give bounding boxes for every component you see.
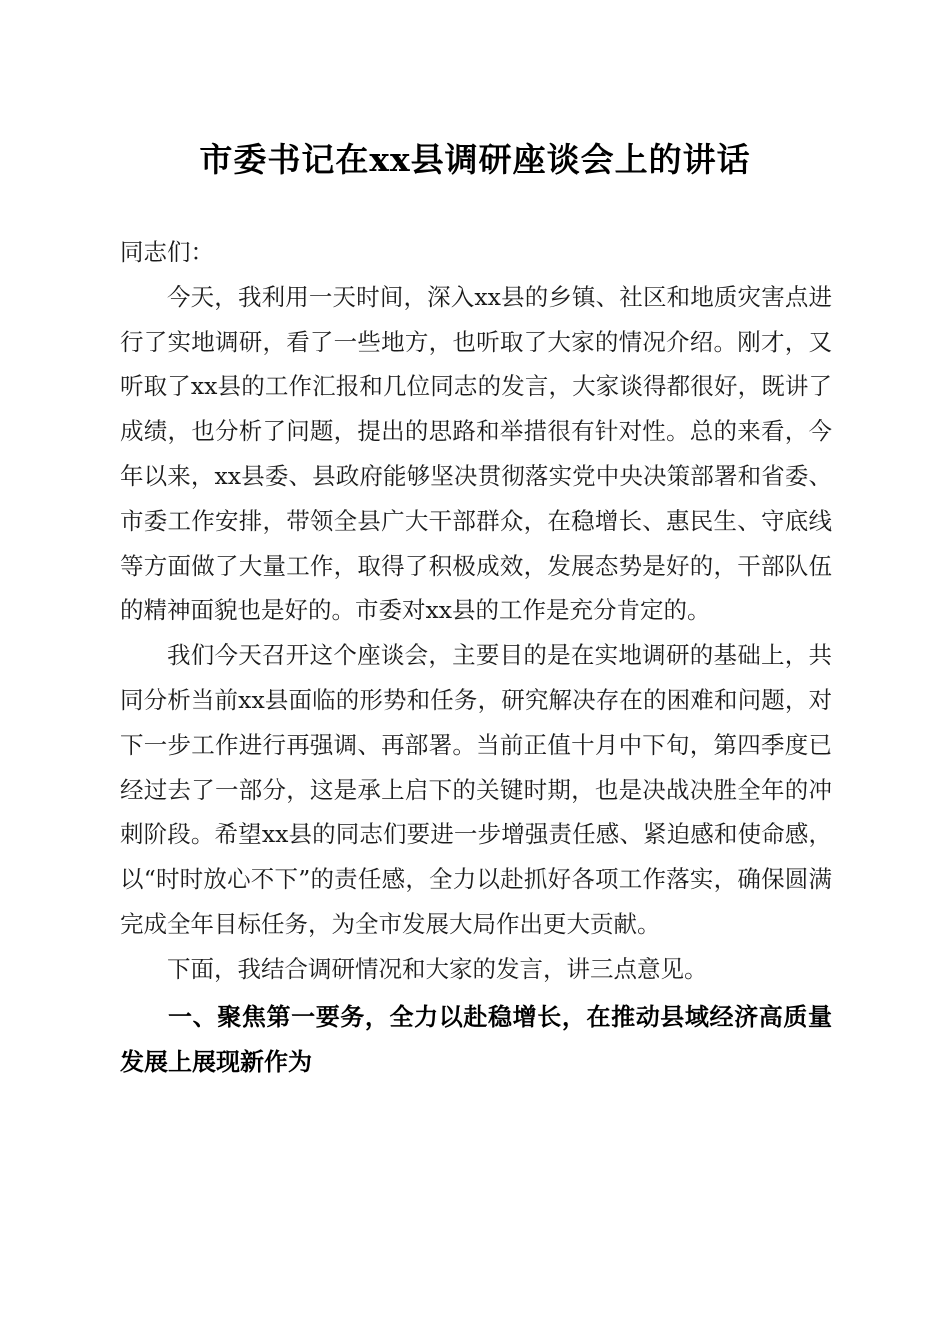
paragraph-2: 我们今天召开这个座谈会，主要目的是在实地调研的基础上，共同分析当前xx县面临的形势和任务，研究解决存在的困难和问题，对下一步工作进行再强调、再部署。当前正值十月中下旬，第四季度已经过去了一部分，这是承上启下的关键时期，也是决战决胜全年的冲刺阶段。希望xx县的同志们要进一步增强责任感、紧迫感和使命感，以“时时放心不下”的责任感，全力以赴抓好各项工作落实，确保圆满完成全年目标任务，为全市发展大局作出更大贡献。 <box>120 641 832 938</box>
paragraph-3: 下面，我结合调研情况和大家的发言，讲三点意见。 <box>167 954 708 983</box>
document-body <box>120 230 832 1086</box>
section-heading-1: 一、聚焦第一要务，全力以赴稳增长，在推动县域经济高质量发展上展现新作为 <box>120 1002 832 1077</box>
document-title: 市委书记在xx县调研座谈会上的讲话 <box>199 140 751 179</box>
paragraph-1: 今天，我利用一天时间，深入xx县的乡镇、社区和地质灾害点进行了实地调研，看了一些地方，也听取了大家的情况介绍。刚才，又听取了xx县的工作汇报和几位同志的发言，大家谈得都很好，既讲了成绩，也分析了问题，提出的思路和举措很有针对性。总的来看，今年以来，xx县委、县政府能够坚决贯彻落实党中央决策部署和省委、市委工作安排，带领全县广大干部群众，在稳增长、惠民生、守底线等方面做了大量工作，取得了积极成效，发展态势是好的，干部队伍的精神面貌也是好的。市委对xx县的工作是充分肯定的。 <box>120 282 832 625</box>
salutation: 同志们： <box>120 238 214 266</box>
